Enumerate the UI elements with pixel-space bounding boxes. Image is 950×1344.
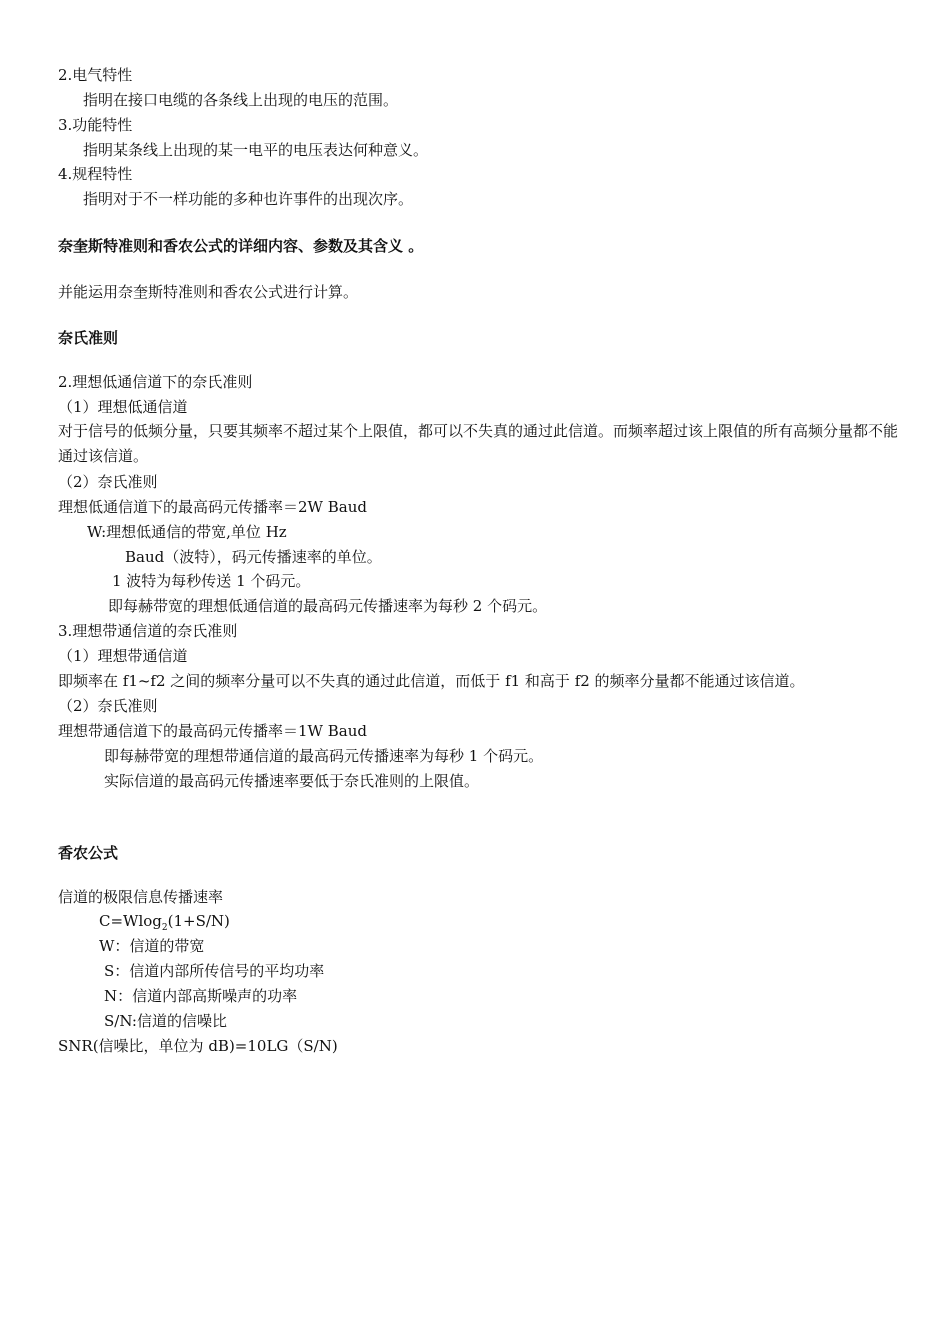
bandpass-rate: 理想带通信道下的最高码元传播率＝1W Baud: [58, 722, 367, 740]
bandpass-subheading-2: （2）奈氏准则: [58, 697, 158, 715]
formula-prefix: C=Wlog: [99, 912, 162, 930]
formula-log-base: 2: [161, 923, 168, 933]
intro-text: 并能运用奈奎斯特准则和香农公式进行计算。: [58, 283, 359, 301]
baud-unit-def: Baud（波特），码元传播速率的单位。: [125, 548, 382, 566]
lowpass-bandwidth-def: W:理想低通信的带宽,单位 Hz: [87, 523, 287, 541]
nyquist-heading: 奈氏准则: [58, 329, 119, 347]
def-snr-ratio: S/N:信道的信噪比: [104, 1012, 227, 1030]
procedural-title: 4.规程特性: [58, 165, 133, 183]
lowpass-subheading-1: （1）理想低通信道: [58, 398, 188, 416]
def-noise-power: N：信道内部高斯噪声的功率: [104, 987, 298, 1005]
main-heading: 奈奎斯特准则和香农公式的详细内容、参数及其含义 。: [58, 237, 424, 255]
functional-desc: 指明某条线上出现的某一电平的电压表达何种意义。: [83, 141, 429, 159]
electrical-desc: 指明在接口电缆的各条线上出现的电压的范围。: [83, 91, 399, 109]
bandpass-paragraph: 即频率在 f1~f2 之间的频率分量可以不失真的通过此信道，而低于 f1 和高于 f2 的频率分量都不能通过该信道。: [58, 672, 805, 690]
shannon-formula: [99, 911, 230, 931]
bandpass-title: 3.理想带通信道的奈氏准则: [58, 622, 238, 640]
lowpass-subheading-2: （2）奈氏准则: [58, 473, 158, 491]
lowpass-paragraph: 对于信号的低频分量，只要其频率不超过某个上限值，都可以不失真的通过此信道。而频率超过该上限值的所有高频分量都不能通过该信道。: [58, 422, 899, 465]
baud-definition: 1 波特为每秒传送 1 个码元。: [112, 572, 311, 590]
actual-channel-note: 实际信道的最高码元传播速率要低于奈氏准则的上限值。: [104, 772, 480, 790]
lowpass-per-hz: 即每赫带宽的理想低通信道的最高码元传播速率为每秒 2 个码元。: [108, 597, 548, 615]
functional-title: 3.功能特性: [58, 116, 133, 134]
electrical-title: 2.电气特性: [58, 66, 133, 84]
lowpass-title: 2.理想低通信道下的奈氏准则: [58, 373, 253, 391]
bandpass-per-hz: 即每赫带宽的理想带通信道的最高码元传播速率为每秒 1 个码元。: [104, 747, 544, 765]
def-signal-power: S：信道内部所传信号的平均功率: [104, 962, 325, 980]
def-bandwidth: W：信道的带宽: [99, 937, 205, 955]
snr-db-formula: SNR(信噪比，单位为 dB)=10LG（S/N): [58, 1037, 338, 1055]
shannon-intro: 信道的极限信息传播速率: [58, 888, 224, 906]
formula-suffix: (1+S/N): [167, 912, 230, 930]
bandpass-subheading-1: （1）理想带通信道: [58, 647, 188, 665]
procedural-desc: 指明对于不一样功能的多种也许事件的出现次序。: [83, 190, 414, 208]
lowpass-rate: 理想低通信道下的最高码元传播率＝2W Baud: [58, 498, 367, 516]
shannon-heading: 香农公式: [58, 844, 119, 862]
